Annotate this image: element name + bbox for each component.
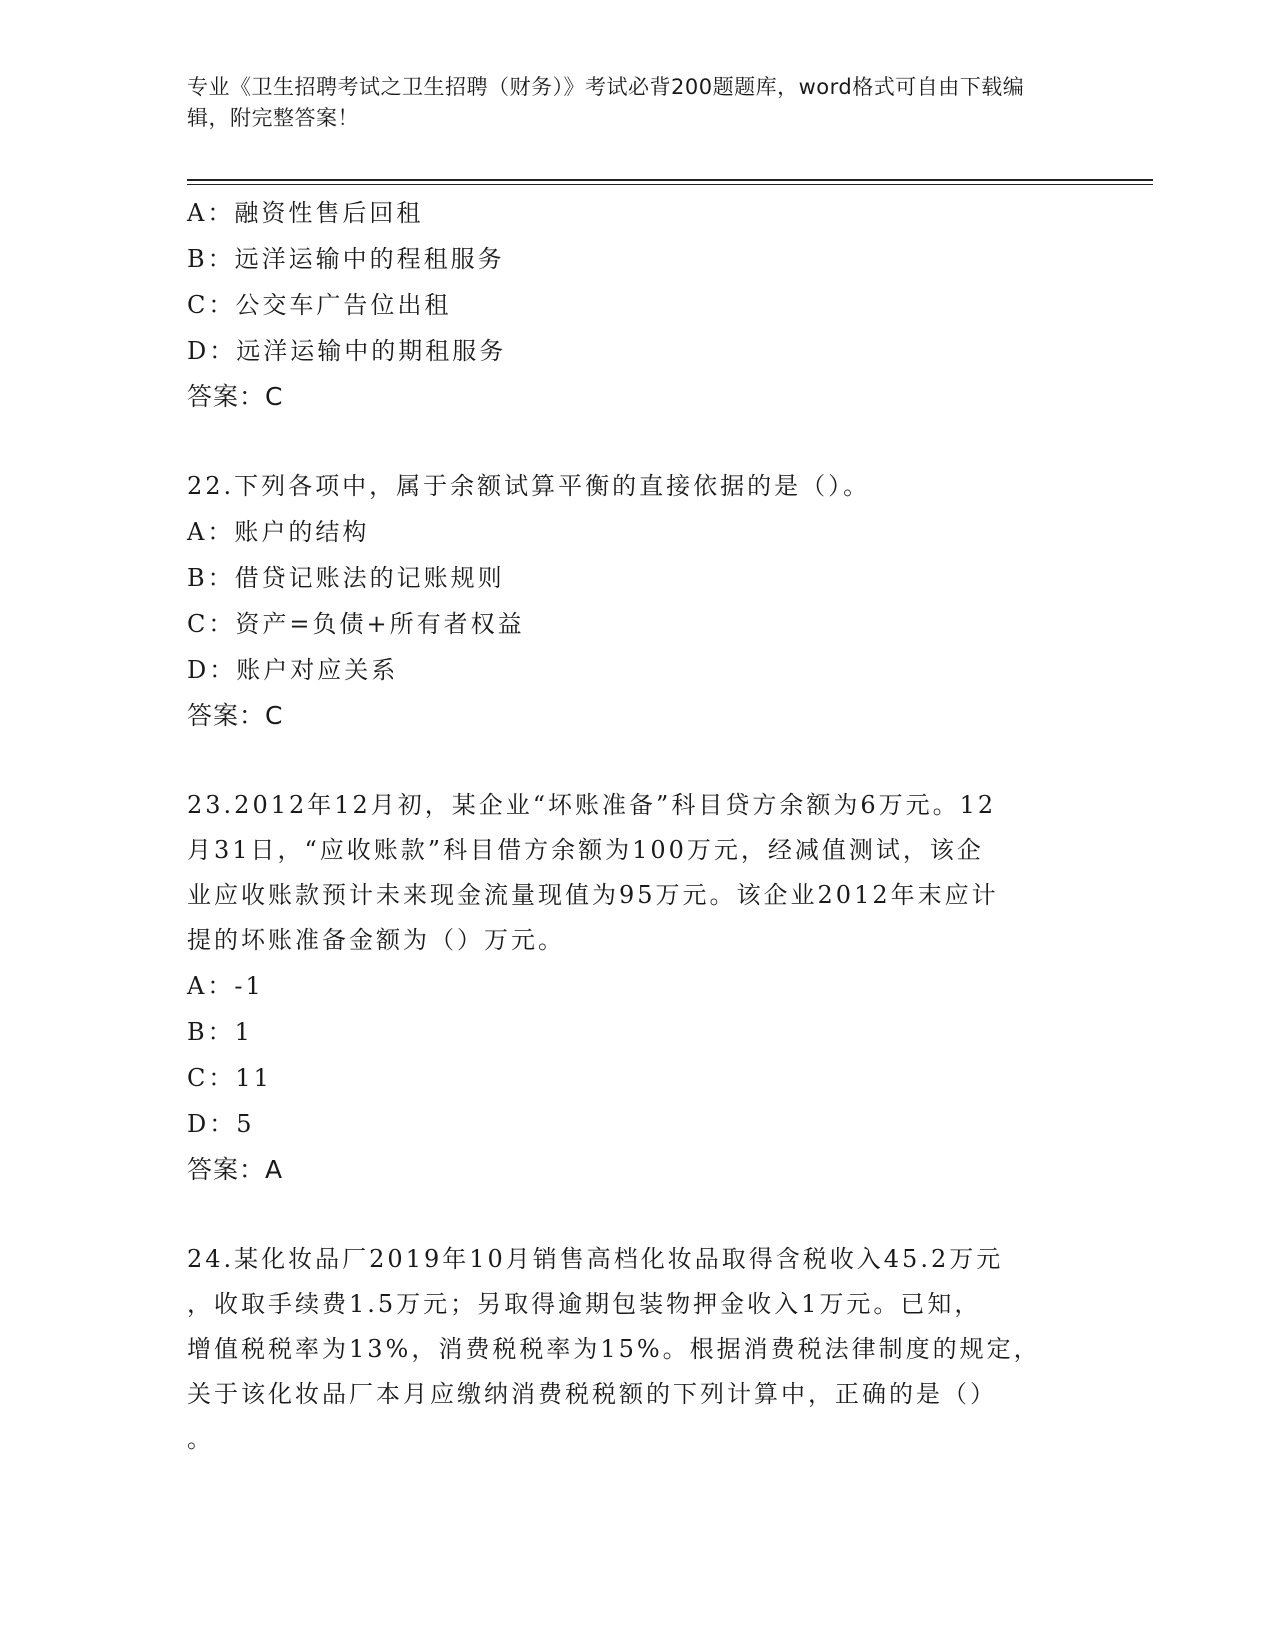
option-c: C：资产=负债+所有者权益	[187, 610, 525, 638]
option-d: D：远洋运输中的期租服务	[187, 337, 507, 365]
option-d: D：5	[187, 1110, 255, 1138]
question-22	[187, 464, 1067, 739]
question-21	[187, 190, 1067, 420]
option-b: B：借贷记账法的记账规则	[187, 564, 505, 592]
option-d: D：账户对应关系	[187, 656, 399, 684]
option-a: A：-1	[187, 972, 264, 1000]
answer: 答案：A	[187, 1155, 284, 1184]
option-c: C：公交车广告位出租	[187, 291, 452, 319]
header-rule-thin	[187, 184, 1153, 185]
document-header	[187, 72, 1067, 134]
question-list	[187, 190, 1067, 1462]
question-stem: 24.某化妆品厂2019年10月销售高档化妆品取得含税收入45.2万元 ，收取手续费1.5万元；另取得逾期包装物押金收入1万元。已知， 增值税税率为13%，消费税税率为15%。根据消费税法律制度的规定， 关于该化妆品厂本月应缴纳消费税税额的下列计算中，正确的是（） 。	[187, 1245, 1041, 1453]
question-24	[187, 1237, 1067, 1462]
question-23	[187, 783, 1067, 1193]
question-stem: 22.下列各项中，属于余额试算平衡的直接依据的是（）。	[187, 472, 871, 500]
option-c: C：11	[187, 1064, 272, 1092]
option-a: A：账户的结构	[187, 518, 370, 546]
option-a: A：融资性售后回租	[187, 199, 424, 227]
question-stem: 23.2012年12月初，某企业“坏账准备”科目贷方余额为6万元。12 月31日，“应收账款”科目借方余额为100万元，经减值测试，该企 业应收账款预计未来现金流量现值为95万元。该企业2012年末应计 提的坏账准备金额为（）万元。	[187, 791, 999, 954]
answer: 答案：C	[187, 382, 284, 411]
answer: 答案：C	[187, 701, 284, 730]
header-rule-thick	[187, 179, 1153, 181]
option-b: B：远洋运输中的程租服务	[187, 245, 505, 273]
option-b: B：1	[187, 1018, 253, 1046]
header-text: 专业《卫生招聘考试之卫生招聘（财务）》考试必背200题题库，word格式可自由下载编辑，附完整答案！	[187, 75, 1025, 130]
